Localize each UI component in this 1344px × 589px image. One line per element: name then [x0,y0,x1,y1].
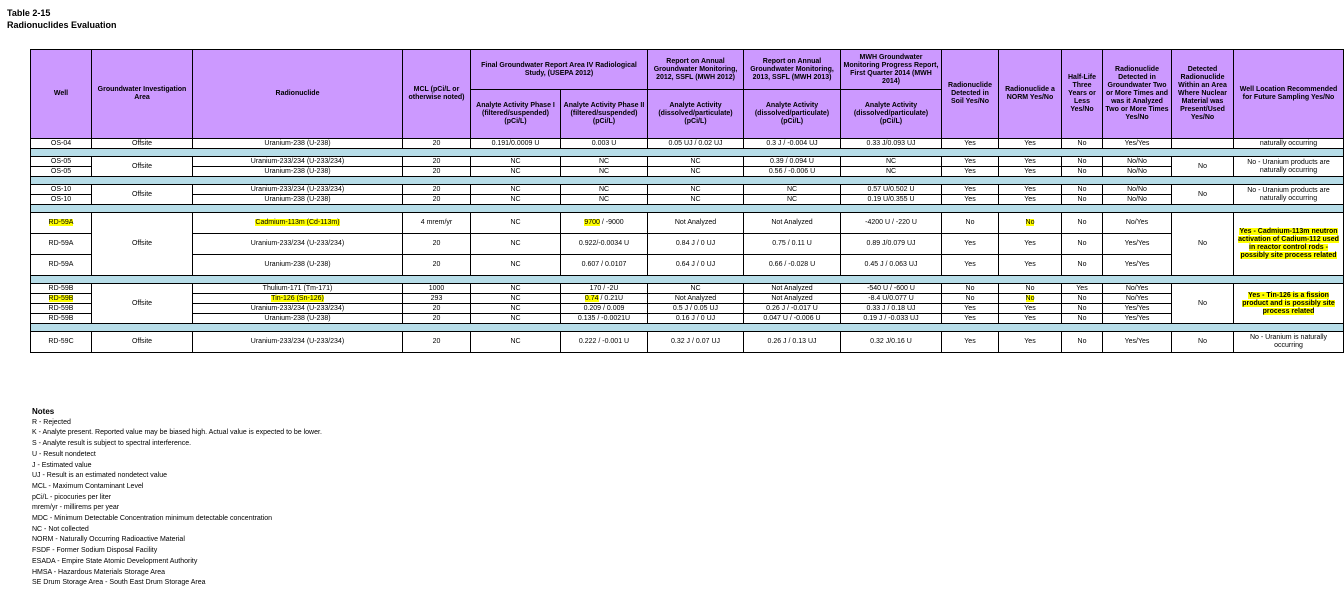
cell-phase2: 0.922/-0.0034 U [561,234,648,255]
cell-mcl: 20 [403,195,471,205]
cell-nuclear: No [1172,284,1234,324]
cell-soil: Yes [942,234,999,255]
highlighted-text: Tin-126 (Sn-126) [271,294,324,302]
group-separator [31,324,1344,332]
cell-2014: -8.4 U/0.077 U [841,294,942,304]
note-item: NC - Not collected [32,525,89,533]
cell-mcl: 20 [403,304,471,314]
cell-mcl: 20 [403,314,471,324]
cell-norm: Yes [999,195,1062,205]
cell-two-or-more: No/No [1103,185,1172,195]
cell-halflife: No [1062,255,1103,276]
cell-phase2: 0.135 / -0.0021U [561,314,648,324]
cell-soil: Yes [942,195,999,205]
cell-mcl: 20 [403,255,471,276]
cell-soil: Yes [942,314,999,324]
cell-2014: 0.19 J / -0.033 UJ [841,314,942,324]
cell-two-or-more: Yes/Yes [1103,139,1172,149]
cell-radionuclide: Uranium-238 (U-238) [193,195,403,205]
cell-two-or-more: Yes/Yes [1103,234,1172,255]
highlighted-text: No [1025,219,1035,226]
table-row [31,294,1344,304]
cell-2012: 0.05 UJ / 0.02 UJ [648,139,744,149]
highlighted-text: No [1025,294,1035,302]
cell-2012: Not Analyzed [648,294,744,304]
cell-norm: Yes [999,157,1062,167]
cell-soil: Yes [942,185,999,195]
cell-well: RD-59A [31,255,92,276]
col-radionuclide: Radionuclide [193,50,403,139]
cell-halflife: No [1062,195,1103,205]
cell-well [31,294,92,304]
highlighted-text: 9700 [584,219,600,226]
cell-phase2: 0.003 U [561,139,648,149]
cell-2013: Not Analyzed [744,213,841,234]
note-item: HMSA - Hazardous Materials Storage Area [32,568,166,576]
cell-soil: Yes [942,167,999,177]
col-well: Well [31,50,92,139]
cell-area: Offsite [92,139,193,149]
cell-radionuclide: Uranium-238 (U-238) [193,255,403,276]
cell-well [31,213,92,234]
notes-heading: Notes [32,407,55,416]
col-activity-2012: Analyte Activity (dissolved/particulate) (pCi/L) [648,90,744,139]
cell-two-or-more: Yes/Yes [1103,304,1172,314]
cell-2014: 0.57 U/0.502 U [841,185,942,195]
cell-radionuclide: Uranium-233/234 (U-233/234) [193,332,403,353]
cell-2014: 0.33 J / 0.18 UJ [841,304,942,314]
cell-norm: Yes [999,332,1062,353]
cell-2014: -4200 U / -220 U [841,213,942,234]
cell-halflife: No [1062,304,1103,314]
cell-phase1: NC [471,185,561,195]
cell-area: Offsite [92,157,193,177]
note-item: K - Analyte present. Reported value may be biased high. Actual value is expected to be lower. [32,429,322,437]
cell-radionuclide: Uranium-233/234 (U-233/234) [193,185,403,195]
highlighted-text: Yes - Tin-126 is a fission product and is possibly site process related [1242,291,1335,315]
cell-norm: Yes [999,167,1062,177]
note-item: MCL - Maximum Contaminant Level [32,482,144,490]
cell-recommended: naturally occurring [1234,139,1344,149]
cell-norm: No [999,284,1062,294]
cell-mcl: 1000 [403,284,471,294]
cell-soil: Yes [942,139,999,149]
note-item: MDC - Minimum Detectable Concentration minimum detectable concentration [32,515,273,523]
cell-two-or-more: No/No [1103,195,1172,205]
col-area: Groundwater Investigation Area [92,50,193,139]
cell-2013: NC [744,185,841,195]
cell-two-or-more: No/No [1103,167,1172,177]
cell-recommended [1234,284,1344,324]
cell-well: RD-59A [31,234,92,255]
cell-well: OS-10 [31,195,92,205]
cell-norm: Yes [999,304,1062,314]
group-separator [31,205,1344,213]
cell-area: Offsite [92,213,193,276]
cell-2013: 0.75 / 0.11 U [744,234,841,255]
note-item: UJ - Result is an estimated nondetect value [32,472,168,480]
table-row [31,234,1344,255]
cell-two-or-more: Yes/Yes [1103,314,1172,324]
cell-phase1: NC [471,167,561,177]
note-item: S - Analyte result is subject to spectral interference. [32,440,192,448]
cell-2012: NC [648,185,744,195]
col-annual-2013: Report on Annual Groundwater Monitoring, 2013, SSFL (MWH 2013) [744,50,841,90]
cell-2012: NC [648,284,744,294]
cell-phase1: NC [471,294,561,304]
cell-2012: 0.32 J / 0.07 UJ [648,332,744,353]
cell-phase1: NC [471,314,561,324]
col-mwh-2014: MWH Groundwater Monitoring Progress Report, First Quarter 2014 (MWH 2014) [841,50,942,90]
highlighted-text: Yes - Cadmium-113m neutron activation of Cadium-112 used in reactor control rods - possibly site process related [1238,228,1339,259]
cell-2012: NC [648,157,744,167]
cell-nuclear [1172,139,1234,149]
cell-halflife: No [1062,213,1103,234]
cell-halflife: No [1062,332,1103,353]
col-halflife: Half-Life Three Years or Less Yes/No [1062,50,1103,139]
cell-phase2: 170 / -2U [561,284,648,294]
col-norm: Radionuclide a NORM Yes/No [999,50,1062,139]
cell-2013: Not Analyzed [744,284,841,294]
cell-halflife: No [1062,139,1103,149]
col-recommended: Well Location Recommended for Future Sampling Yes/No [1234,50,1344,139]
table-number: Table 2-15 [7,8,51,18]
cell-phase2: NC [561,195,648,205]
col-mcl: MCL (pCi/L or otherwise noted) [403,50,471,139]
highlighted-text: Cadmium-113m (Cd-113m) [255,219,340,226]
cell-halflife: No [1062,157,1103,167]
cell-halflife: No [1062,167,1103,177]
cell-phase1: NC [471,195,561,205]
col-activity-2013: Analyte Activity (dissolved/particulate) (pCi/L) [744,90,841,139]
cell-soil: Yes [942,255,999,276]
cell-2012: NC [648,167,744,177]
table-row [31,167,1344,177]
cell-phase2 [561,294,648,304]
note-item: ESADA - Empire State Atomic Development Authority [32,557,198,565]
group-separator [31,276,1344,284]
cell-two-or-more: No/No [1103,157,1172,167]
col-annual-2012: Report on Annual Groundwater Monitoring, 2012, SSFL (MWH 2012) [648,50,744,90]
cell-2013: Not Analyzed [744,294,841,304]
cell-well: RD-59B [31,314,92,324]
phase2-suffix: / -9000 [601,219,624,226]
cell-two-or-more: Yes/Yes [1103,255,1172,276]
col-two-or-more: Radionuclide Detected in Groundwater Two or More Times and was it Analyzed Two or More Times Yes/No [1103,50,1172,139]
cell-mcl: 293 [403,294,471,304]
highlighted-text: RD-59B [48,294,74,302]
cell-halflife: Yes [1062,284,1103,294]
cell-soil: Yes [942,304,999,314]
cell-area: Offsite [92,185,193,205]
col-soil: Radionuclide Detected in Soil Yes/No [942,50,999,139]
cell-mcl: 20 [403,167,471,177]
table-row [31,304,1344,314]
table-row [31,332,1344,353]
cell-2014: 0.89 J/0.079 UJ [841,234,942,255]
cell-phase1: NC [471,304,561,314]
cell-2014: -540 U / -600 U [841,284,942,294]
cell-2014: 0.45 J / 0.063 UJ [841,255,942,276]
cell-two-or-more: No/Yes [1103,294,1172,304]
note-item: U - Result nondetect [32,450,96,458]
cell-well: OS-10 [31,185,92,195]
cell-mcl: 20 [403,234,471,255]
table-row [31,314,1344,324]
cell-mcl: 4 mrem/yr [403,213,471,234]
cell-recommended: No - Uranium products are naturally occurring [1234,185,1344,205]
cell-phase1: NC [471,213,561,234]
cell-norm [999,294,1062,304]
cell-norm: Yes [999,314,1062,324]
table-row [31,157,1344,167]
cell-2012: Not Analyzed [648,213,744,234]
cell-2013: 0.26 J / 0.13 UJ [744,332,841,353]
cell-phase2: 0.222 / -0.001 U [561,332,648,353]
cell-nuclear: No [1172,332,1234,353]
cell-phase1: NC [471,284,561,294]
radionuclides-table [30,49,1344,353]
cell-mcl: 20 [403,332,471,353]
cell-radionuclide: Uranium-233/234 (U-233/234) [193,234,403,255]
cell-norm: Yes [999,234,1062,255]
cell-phase1: NC [471,332,561,353]
cell-phase1: NC [471,255,561,276]
cell-2012: 0.5 J / 0.05 UJ [648,304,744,314]
cell-2013: 0.39 / 0.094 U [744,157,841,167]
highlighted-text: 0.74 [584,294,599,302]
cell-radionuclide: Uranium-238 (U-238) [193,314,403,324]
cell-norm [999,213,1062,234]
cell-phase2: 0.209 / 0.009 [561,304,648,314]
cell-halflife: No [1062,234,1103,255]
cell-2013: 0.26 J / -0.017 U [744,304,841,314]
cell-well: OS-05 [31,167,92,177]
group-separator [31,177,1344,185]
cell-2014: NC [841,167,942,177]
cell-two-or-more: No/Yes [1103,213,1172,234]
cell-2014: 0.19 U/0.355 U [841,195,942,205]
cell-radionuclide [193,294,403,304]
table-row [31,185,1344,195]
col-phase2: Analyte Activity Phase II (filtered/suspended) (pCi/L) [561,90,648,139]
cell-2012: 0.16 J / 0 UJ [648,314,744,324]
cell-norm: Yes [999,139,1062,149]
cell-phase1: NC [471,234,561,255]
cell-halflife: No [1062,185,1103,195]
cell-phase1: 0.191/0.0009 U [471,139,561,149]
cell-halflife: No [1062,314,1103,324]
cell-norm: Yes [999,255,1062,276]
cell-mcl: 20 [403,185,471,195]
cell-soil: Yes [942,157,999,167]
table-row [31,195,1344,205]
table-row [31,213,1344,234]
cell-well: RD-59B [31,284,92,294]
table-row [31,284,1344,294]
cell-2013: 0.66 / -0.028 U [744,255,841,276]
cell-2012: 0.64 J / 0 UJ [648,255,744,276]
cell-2013: 0.3 J / -0.004 UJ [744,139,841,149]
col-nuclear-area: Detected Radionuclide Within an Area Where Nuclear Material was Present/Used Yes/No [1172,50,1234,139]
cell-well: RD-59B [31,304,92,314]
cell-two-or-more: No/Yes [1103,284,1172,294]
cell-phase2: NC [561,167,648,177]
note-item: R - Rejected [32,418,71,426]
group-separator [31,149,1344,157]
note-item: J - Estimated value [32,461,92,469]
cell-halflife: No [1062,294,1103,304]
cell-radionuclide: Thulium-171 (Tm-171) [193,284,403,294]
cell-soil: No [942,294,999,304]
cell-radionuclide [193,213,403,234]
note-item: mrem/yr - millirems per year [32,504,120,512]
cell-phase2: 0.607 / 0.0107 [561,255,648,276]
cell-well: RD-59C [31,332,92,353]
cell-recommended [1234,213,1344,276]
header-row [31,50,1344,90]
table-title [7,7,117,31]
phase2-suffix: / 0.21U [600,294,624,302]
cell-recommended: No - Uranium products are naturally occurring [1234,157,1344,177]
cell-2012: 0.84 J / 0 UJ [648,234,744,255]
cell-2014: 0.33 J/0.093 UJ [841,139,942,149]
cell-area: Offsite [92,332,193,353]
cell-phase1: NC [471,157,561,167]
cell-mcl: 20 [403,139,471,149]
note-item: FSDF - Former Sodium Disposal Facility [32,547,158,555]
col-activity-2014: Analyte Activity (dissolved/particulate) (pCi/L) [841,90,942,139]
cell-area: Offsite [92,284,193,324]
cell-2013: 0.56 / -0.006 U [744,167,841,177]
cell-well: OS-05 [31,157,92,167]
table-caption: Radionuclides Evaluation [7,20,117,30]
note-item: NORM - Naturally Occurring Radioactive Material [32,536,185,544]
cell-soil: No [942,213,999,234]
note-item: SE Drum Storage Area - South East Drum Storage Area [32,579,206,587]
cell-recommended: No - Uranium is naturally occurring [1234,332,1344,353]
cell-nuclear: No [1172,157,1234,177]
cell-2014: 0.32 J/0.16 U [841,332,942,353]
cell-2012: NC [648,195,744,205]
col-phase1: Analyte Activity Phase I (filtered/suspended) (pCi/L) [471,90,561,139]
cell-phase2 [561,213,648,234]
cell-radionuclide: Uranium-233/234 (U-233/234) [193,304,403,314]
cell-2014: NC [841,157,942,167]
highlighted-text: RD-59A [48,219,74,226]
note-item: pCi/L - picocuries per liter [32,493,112,501]
cell-mcl: 20 [403,157,471,167]
cell-two-or-more: Yes/Yes [1103,332,1172,353]
table-row [31,255,1344,276]
cell-radionuclide: Uranium-238 (U-238) [193,139,403,149]
cell-2013: 0.047 U / -0.006 U [744,314,841,324]
col-final-report: Final Groundwater Report Area IV Radiological Study, (USEPA 2012) [471,50,648,90]
notes-section [32,407,322,589]
cell-nuclear: No [1172,185,1234,205]
cell-nuclear: No [1172,213,1234,276]
cell-norm: Yes [999,185,1062,195]
cell-well: OS-04 [31,139,92,149]
cell-2013: NC [744,195,841,205]
cell-phase2: NC [561,157,648,167]
cell-soil: No [942,284,999,294]
cell-radionuclide: Uranium-233/234 (U-233/234) [193,157,403,167]
cell-phase2: NC [561,185,648,195]
cell-soil: Yes [942,332,999,353]
cell-radionuclide: Uranium-238 (U-238) [193,167,403,177]
table-row [31,139,1344,149]
